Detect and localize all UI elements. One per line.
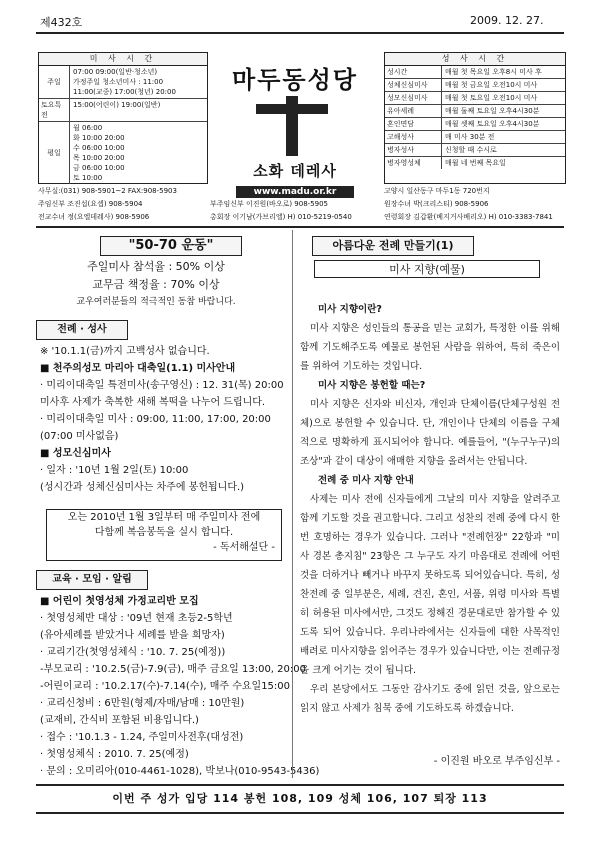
notice-item: ■ 천주의성모 마리아 대축일(1.1) 미사안내 (40, 363, 236, 374)
issue-date: 2009. 12. 27. (470, 14, 544, 27)
campaign-line: 교무금 책정율 : 70% 이상 (92, 278, 220, 291)
sacrament-value: 매월 첫 토요일 오전10시 미사 (445, 94, 538, 102)
campaign-line: 주일미사 참석율 : 50% 이상 (87, 260, 225, 273)
mass-time-line: 가정주일 청소년미사 : 11:00 (73, 78, 164, 86)
sister2-contact: 전교수녀 정(요엘데레사) 908-5906 (38, 213, 150, 221)
sacrament-value: 매월 첫 목요일 오후8시 미사 후 (445, 68, 542, 76)
notice-item: (07:00 미사없음) (40, 431, 119, 442)
campaign-title: "50-70 운동" (100, 236, 242, 256)
notice-item: ※ '10.1.1(금)까지 고백성사 없습니다. (40, 346, 210, 357)
mass-time-line: 11:00(교중) 17:00(청년) 20:00 (73, 88, 176, 96)
sacrament-label: 병자영성체 (385, 157, 442, 169)
sacrament-row (385, 131, 565, 144)
mass-time-line: 금 06:00 10:00 (73, 164, 125, 172)
notice-item: · 문의 : 오미리아(010-4461-1028), 박보나(010-9543-5436) (40, 766, 320, 777)
notice-item: · 교리기간(첫영성체식 : '10. 7. 25(예정)) (40, 647, 226, 658)
address: 고양시 일산동구 마두1동 720번지 (384, 187, 490, 195)
mass-time-line: 목 10:00 20:00 (73, 154, 125, 162)
notice-item: · 미리이대축일 특전미사(송구영신) : 12. 31(목) 20:00 (40, 380, 284, 391)
mass-times-box (38, 52, 208, 184)
notice-item: ■ 어린이 첫영성체 가정교리반 모집 (40, 596, 199, 607)
header-rule (36, 226, 564, 228)
notice-item: · 첫영성체식 : 2010. 7. 25(예정) (40, 749, 189, 760)
sacrament-value: 매월 네 번째 목요일 (445, 159, 506, 167)
mass-times-title: 미 사 시 간 (39, 53, 207, 66)
sister-contact: 원장수녀 박(크리스티) 908-5906 (384, 200, 489, 208)
sacrament-label: 성체신심미사 (385, 79, 442, 91)
mass-time-label: 토요특전 (39, 99, 70, 121)
mass-time-label: 주일 (39, 66, 70, 98)
office-contact: 사무실:(031) 908-5901~2 FAX:908-5903 (38, 187, 177, 195)
notice-item: 미사후 사제가 축복한 새해 복떡을 나누어 드립니다. (40, 397, 266, 408)
article-body (300, 300, 560, 718)
notice-item: · 접수 : '10.1.3 - 1.24, 주일미사전후(대성전) (40, 732, 244, 743)
sacrament-label: 병자성사 (385, 144, 442, 156)
sacrament-label: 고해성사 (385, 131, 442, 143)
mass-time-label: 평일 (39, 122, 70, 184)
campaign-line: 교우여러분들의 적극적인 동참 바랍니다. (76, 297, 236, 307)
sacrament-row (385, 144, 565, 157)
sacrament-label: 성모신심미사 (385, 92, 442, 104)
mass-time-row (39, 66, 207, 99)
sacrament-row (385, 92, 565, 105)
sacrament-times-box (384, 52, 566, 184)
mass-time-row (39, 99, 207, 122)
website-link[interactable]: www.madu.or.kr (236, 186, 354, 198)
article-heading: 미사 지향이란? (318, 304, 382, 315)
article-heading: 미사 지향은 봉헌할 때는? (318, 380, 426, 391)
notice-line: 오는 2010년 1월 3일부터 매 주일미사 전에 (67, 512, 261, 523)
sacrament-value: 매월 첫 금요일 오전10시 미사 (445, 81, 538, 89)
mass-time-value (70, 66, 207, 98)
mass-time-value (70, 99, 207, 121)
article-heading: 전례 중 미사 지향 안내 (318, 475, 414, 486)
sacrament-row (385, 79, 565, 92)
sacrament-label: 혼인면담 (385, 118, 442, 130)
council2-contact: 연령회장 김갑환(베지거사베리오) H) 010-3383-7841 (384, 213, 553, 221)
article-paragraph: 미사 지향은 신자와 비신자, 개인과 단체이름(단체구성원 전체)으로 봉헌할 수 있습니다. 단, 개인이나 단체의 이름을 구체적으로 명확하게 표시되어야 합니다. 예를들어, "(누구누구)의 조상"과 같이 대상이 애매한 지향을 올려서는 안됩니다. (300, 399, 560, 467)
mass-time-line: 월 06:00 (73, 124, 103, 132)
notice-item: (성시간과 성체신심미사는 차주에 봉헌됩니다.) (40, 482, 245, 493)
notice-item: · 교리신청비 : 6만원(형제/자매/남매 : 10만원) (40, 698, 245, 709)
parish-name: 마두동성당 (232, 66, 358, 94)
notice-item: · 첫영성체반 대상 : '09년 현재 초등2-5학년 (40, 613, 233, 624)
sacrament-row (385, 118, 565, 131)
sacrament-row (385, 157, 565, 169)
mass-time-value (70, 122, 207, 184)
mass-time-line: 토 10:00 (73, 174, 103, 182)
notice-item: (유아세례를 받았거나 세례를 받을 희망자) (40, 630, 225, 641)
issue-number: 제432호 (40, 16, 83, 29)
sacrament-row (385, 66, 565, 79)
article-paragraph: 우리 본당에서도 그동안 감사기도 중에 읽던 것을, 앞으로는 읽지 않고 사제가 침묵 중에 기도하도록 하겠습니다. (300, 684, 560, 714)
article-signature: - 이진원 바오로 부주임신부 - (433, 756, 560, 767)
notice-line: 다함께 복음봉독을 실시 합니다. (94, 527, 234, 538)
notice-item: (교재비, 간식비 포함된 비용입니다.) (40, 715, 199, 726)
column-divider (292, 230, 293, 778)
council-contact: 총회장 이기남(가브리엘) H) 010-5219-0540 (210, 213, 352, 221)
notice-item: · 미리이대축일 미사 : 09:00, 11:00, 17:00, 20:00 (40, 414, 271, 425)
notice-item: -부모교리 : '10.2.5(금)-7.9(금), 매주 금요일 13:00, 20:00 (40, 664, 306, 675)
sacrament-value: 매월 셋째 토요일 오후4시30분 (445, 120, 540, 128)
hymn-footer: 이번 주 성가 입당 114 봉헌 108, 109 성체 106, 107 퇴장 113 (36, 784, 564, 814)
sacrament-times-title: 성 사 시 간 (385, 53, 565, 66)
education-section-head: 교육 · 모임 · 알림 (36, 570, 148, 590)
mass-time-line: 수 06:00 10:00 (73, 144, 125, 152)
mass-time-row (39, 122, 207, 184)
sacrament-row (385, 105, 565, 118)
sacrament-value: 매월 둘째 토요일 오후4시30분 (445, 107, 540, 115)
top-rule (36, 32, 564, 34)
mass-time-line: 15:00(어린이) 19:00(일반) (73, 101, 161, 109)
mass-time-line: 화 10:00 20:00 (73, 134, 125, 142)
notice-item: ■ 성모신심미사 (40, 448, 111, 459)
notice-item: · 일자 : '10년 1월 2일(토) 10:00 (40, 465, 189, 476)
liturgy-section-head: 전례 · 성사 (36, 320, 128, 340)
article-title: 아름다운 전례 만들기(1) (312, 236, 474, 256)
patron-name: 소화 데레사 (253, 162, 337, 180)
notice-signature: - 독서해설단 - (213, 542, 275, 553)
assistant-contact: 부주임신부 이진원(바오로) 908-5905 (210, 200, 328, 208)
sacrament-value: 신청할 때 수시로 (445, 146, 497, 154)
sacrament-label: 유아세례 (385, 105, 442, 117)
article-subtitle: 미사 지향(예물) (314, 260, 540, 278)
gospel-notice (46, 509, 282, 561)
cross-logo-bar (256, 104, 328, 114)
sacrament-label: 성시간 (385, 66, 442, 78)
article-paragraph: 사제는 미사 전에 신자들에게 그날의 미사 지향을 알려주고 함께 기도할 것을 권고합니다. 그리고 성찬의 전례 중에 다시 한 번 호명하는 경우가 있습니다. 그러나 "전례헌장" 22항과 "미사 경본 총지침" 23항은 그 누구도 자기 마음대로 전례에 어떤 것을 더하거나 빼거나 바꾸지 못하도록 되어있습니다. 특히, 성찬전례 중 일부분은, 세례, 견진, 혼인, 서품, 위령 미사와 특별히 허용된 미사에서만, 그것도 정해진 경문대로만 참가할 수 있도록 되어 있습니다. 우리나라에서는 신자들에 대한 사목적인 배려로 미사지향을 읽어주는 경우가 있습니다만, 이는 전례규정을 크게 어기는 것이 됩니다. (300, 494, 560, 676)
mass-time-line: 07:00 09:00(일반·청소년) (73, 68, 158, 76)
notice-item: -어린이교리 : '10.2.17(수)-7.14(수), 매주 수요일15:00 (40, 681, 291, 692)
pastor-contact: 주임신부 조진섭(요셉) 908-5904 (38, 200, 143, 208)
article-paragraph: 미사 지향은 성인들의 통공을 믿는 교회가, 특정한 이를 위해 함께 기도해주도록 예물로 봉헌된 사람을 위하여, 특히 죽은이를 위하여 기도하는 것입니다. (300, 323, 560, 372)
sacrament-value: 매 미사 30분 전 (445, 133, 495, 141)
